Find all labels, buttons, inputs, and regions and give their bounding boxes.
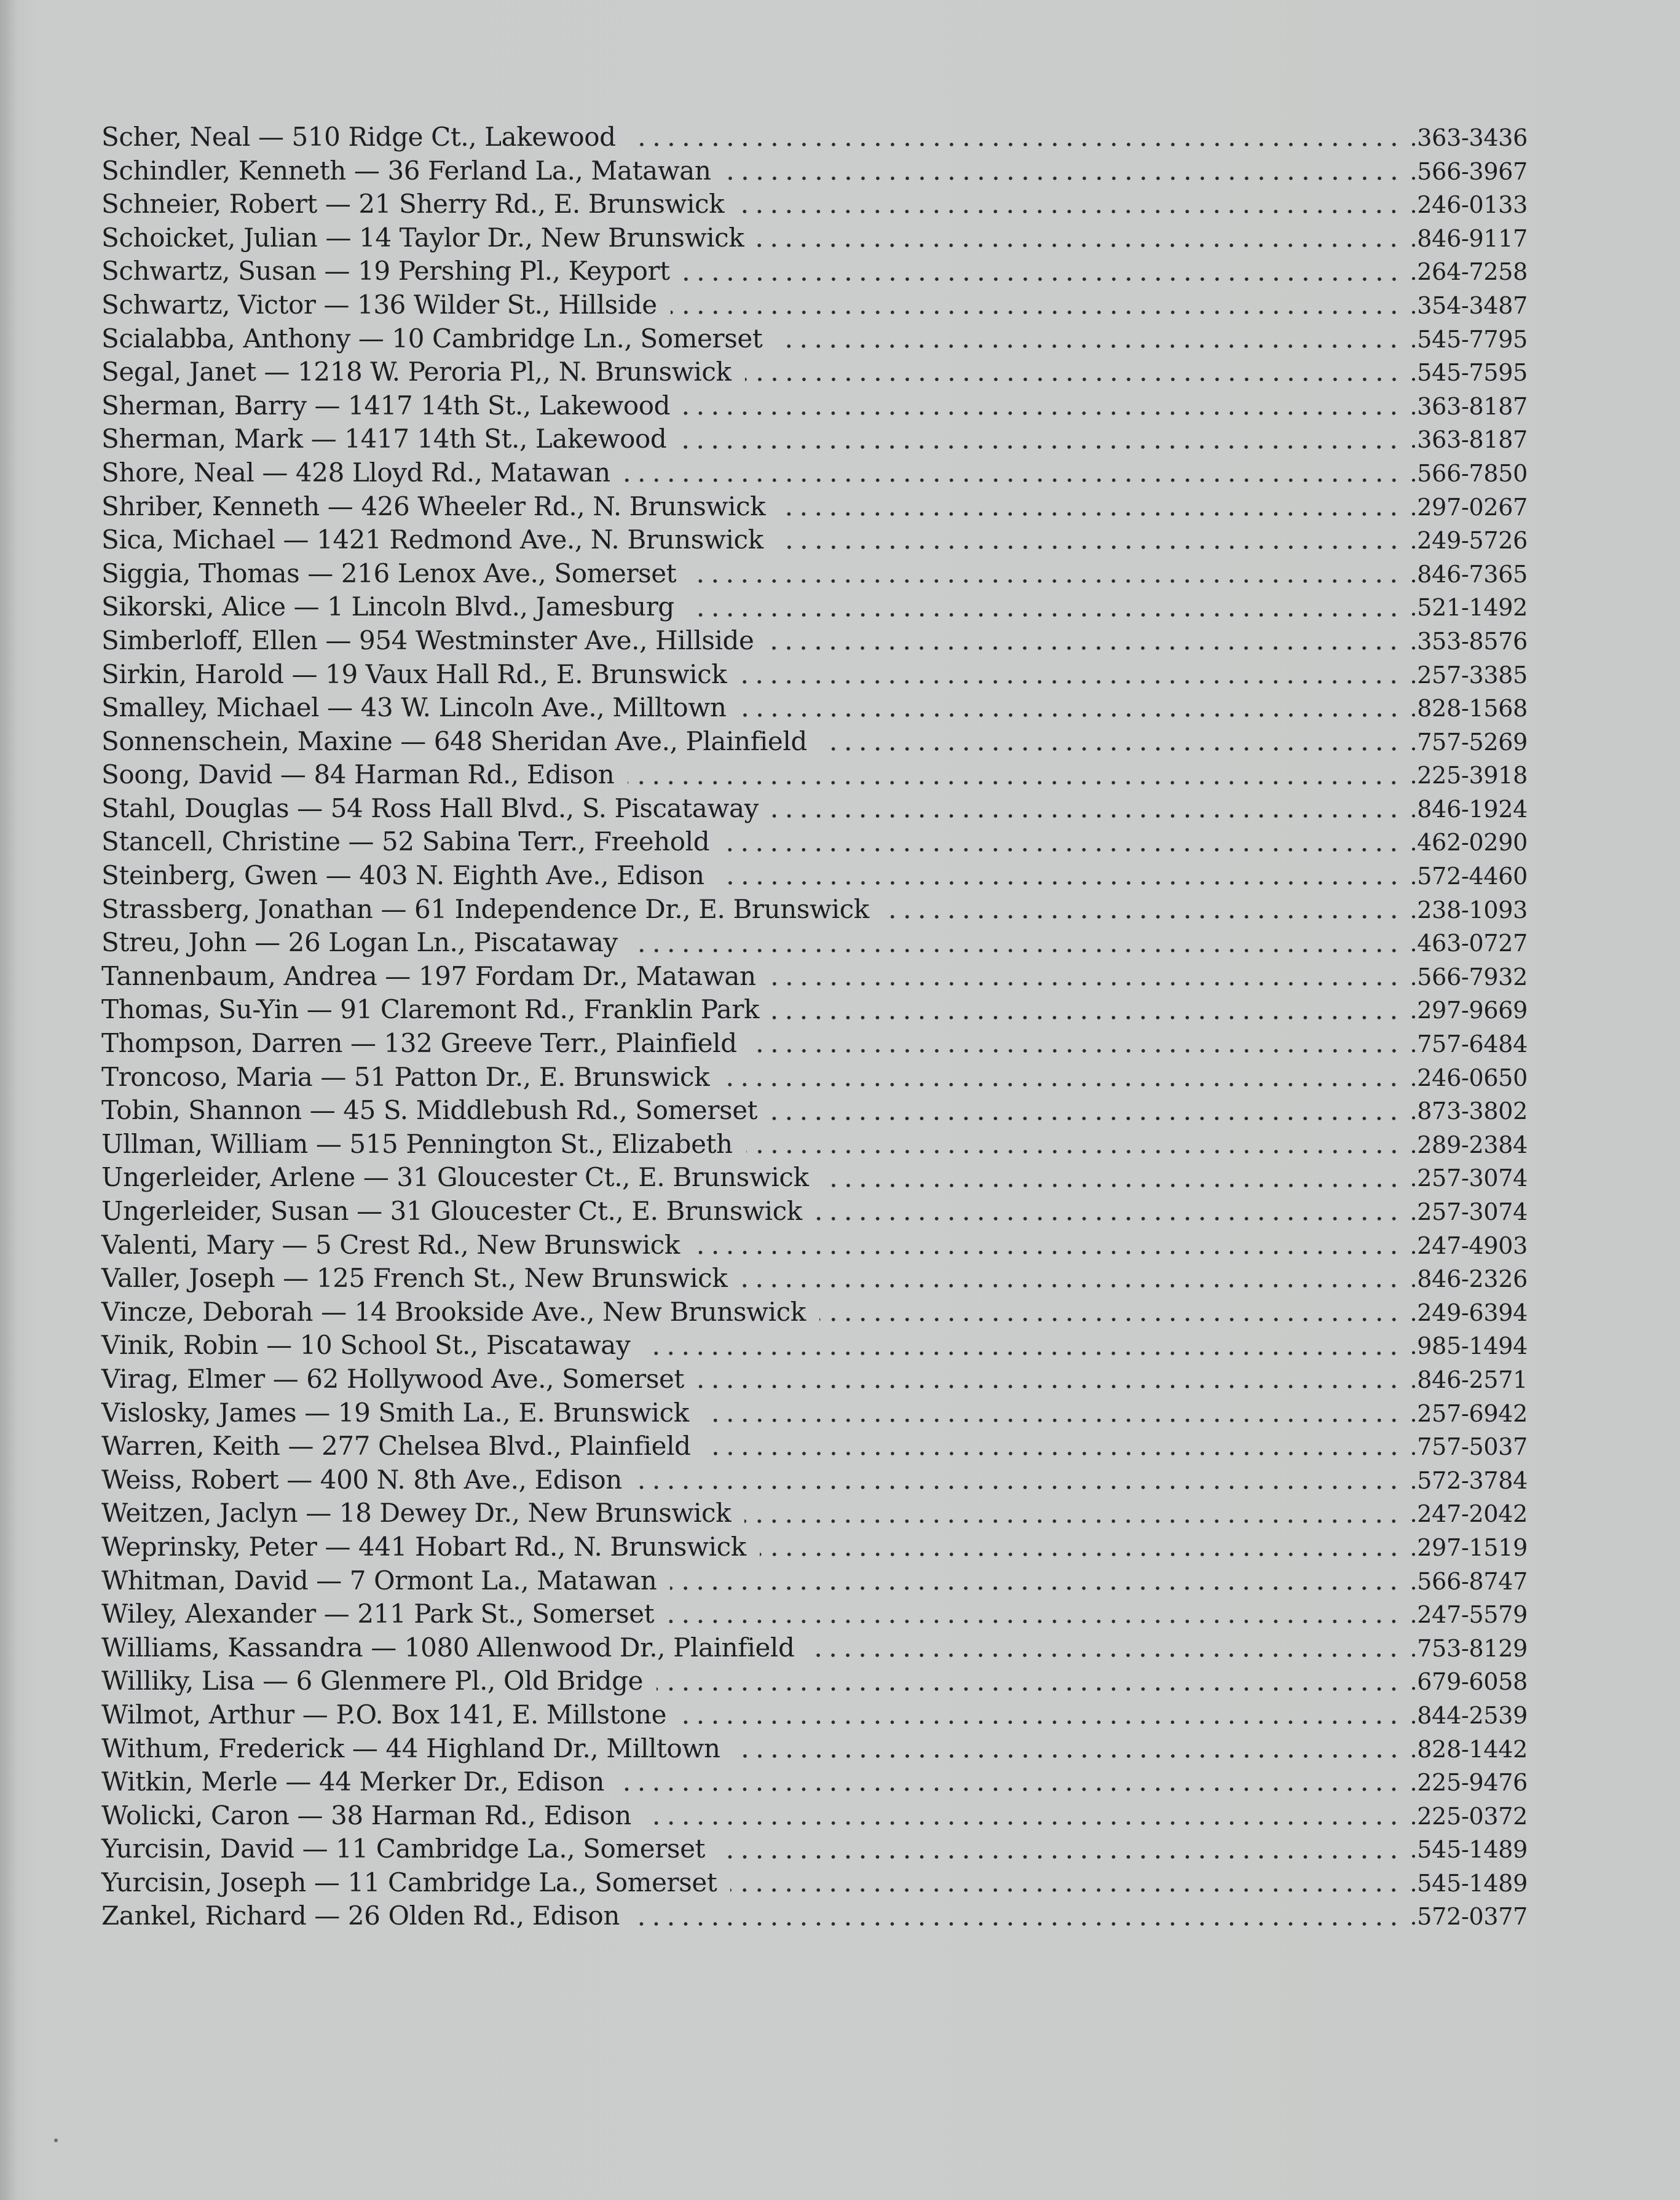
entry-phone: .246-0133 (1410, 191, 1528, 219)
directory-entry (101, 1866, 1528, 1900)
entry-phone: .572-0377 (1410, 1903, 1528, 1931)
directory-entry (101, 1161, 1528, 1195)
entry-name-address: Schindler, Kenneth — 36 Ferland La., Matawan (101, 155, 711, 186)
entry-name-address: Wiley, Alexander — 211 Park St., Somerset (101, 1599, 655, 1629)
directory-entry (101, 121, 1528, 154)
entry-phone: .289-2384 (1410, 1131, 1528, 1158)
entry-phone: .545-1489 (1410, 1869, 1528, 1897)
dot-leader (745, 376, 1402, 382)
directory-entry (101, 1832, 1528, 1866)
entry-name-address: Weitzen, Jaclyn — 18 Dewey Dr., New Brunswick (101, 1498, 732, 1529)
entry-phone: .354-3487 (1410, 291, 1528, 319)
entry-name-address: Steinberg, Gwen — 403 N. Eighth Ave., Edison (101, 860, 704, 891)
entry-phone: .873-3802 (1410, 1098, 1528, 1125)
directory-entry (101, 1027, 1528, 1061)
dot-leader (668, 1618, 1401, 1624)
entry-phone: .757-6484 (1410, 1031, 1528, 1058)
entry-phone: .249-5726 (1410, 527, 1528, 555)
dot-leader (704, 1450, 1402, 1457)
dot-leader (645, 1820, 1402, 1826)
dot-leader (734, 1753, 1402, 1759)
dot-leader (628, 780, 1401, 786)
directory-entry (101, 456, 1528, 490)
directory-entry (101, 1262, 1528, 1296)
entry-phone: .572-4460 (1410, 863, 1528, 890)
entry-phone: .846-9117 (1410, 224, 1528, 252)
entry-name-address: Shriber, Kenneth — 426 Wheeler Rd., N. Brunswick (101, 491, 766, 521)
directory-entry (101, 221, 1528, 255)
directory-entry (101, 792, 1528, 826)
entry-phone: .238-1093 (1410, 896, 1528, 924)
entry-name-address: Simberloff, Ellen — 954 Westminster Ave., Hillside (101, 625, 754, 655)
entry-phone: .679-6058 (1410, 1668, 1528, 1696)
entry-name-address: Zankel, Richard — 26 Olden Rd., Edison (101, 1901, 620, 1931)
entry-name-address: Valenti, Mary — 5 Crest Rd., New Brunswick (101, 1229, 680, 1260)
entry-phone: .257-3074 (1410, 1198, 1528, 1225)
entry-name-address: Yurcisin, Joseph — 11 Cambridge La., Somerset (101, 1867, 717, 1897)
directory-entry (101, 1296, 1528, 1329)
directory-entry (101, 691, 1528, 725)
dot-leader (738, 208, 1401, 215)
dot-leader (770, 981, 1402, 987)
entry-name-address: Wilmot, Arthur — P.O. Box 141, E. Millstone (101, 1699, 667, 1730)
dot-leader (693, 1249, 1402, 1256)
entry-phone: .353-8576 (1410, 627, 1528, 655)
dot-leader (816, 1216, 1402, 1222)
entry-name-address: Valler, Joseph — 125 French St., New Brunswick (101, 1263, 728, 1294)
directory-entry (101, 154, 1528, 188)
entry-phone: .545-7795 (1410, 325, 1528, 353)
dot-leader (698, 1383, 1402, 1390)
entry-phone: .566-8747 (1410, 1567, 1528, 1595)
dot-leader (767, 645, 1401, 651)
directory-entry (101, 1530, 1528, 1564)
directory-entry (101, 1229, 1528, 1262)
entry-phone: .257-3385 (1410, 661, 1528, 689)
entry-name-address: Weiss, Robert — 400 N. 8th Ave., Edison (101, 1464, 622, 1495)
entry-name-address: Thompson, Darren — 132 Greeve Terr., Plainfield (101, 1028, 737, 1059)
entry-phone: .846-2571 (1410, 1366, 1528, 1393)
dot-leader (670, 1585, 1401, 1591)
entry-phone: .566-3967 (1410, 157, 1528, 185)
entry-name-address: Streu, John — 26 Logan Ln., Piscataway (101, 927, 618, 958)
entry-phone: .363-3436 (1410, 124, 1528, 151)
dot-leader (680, 444, 1401, 450)
entry-phone: .846-7365 (1410, 560, 1528, 588)
entry-phone: .521-1492 (1410, 594, 1528, 622)
dot-leader (776, 343, 1401, 349)
entry-phone: .225-3918 (1410, 762, 1528, 789)
dot-leader (808, 1652, 1401, 1658)
entry-phone: .757-5037 (1410, 1433, 1528, 1461)
directory-entry (101, 1094, 1528, 1128)
entry-phone: .985-1494 (1410, 1332, 1528, 1360)
dot-leader (730, 1887, 1401, 1893)
entry-name-address: Segal, Janet — 1218 W. Peroria Pl,, N. Brunswick (101, 357, 732, 387)
entry-phone: .462-0290 (1410, 829, 1528, 857)
directory-entry (101, 1329, 1528, 1363)
dot-leader (740, 712, 1402, 718)
entry-phone: .844-2539 (1410, 1701, 1528, 1729)
entry-name-address: Scher, Neal — 510 Ridge Ct., Lakewood (101, 122, 616, 152)
directory-list (101, 121, 1528, 1933)
directory-entry (101, 1430, 1528, 1463)
entry-name-address: Vislosky, James — 19 Smith La., E. Brunswick (101, 1397, 689, 1428)
directory-entry (101, 859, 1528, 893)
dot-leader (773, 1015, 1401, 1021)
dot-leader (723, 1082, 1401, 1088)
dot-leader (723, 847, 1401, 853)
directory-entry (101, 1396, 1528, 1430)
entry-name-address: Strassberg, Jonathan — 61 Independence Dr., E. Brunswick (101, 893, 869, 924)
dot-leader (624, 477, 1402, 483)
directory-entry (101, 926, 1528, 960)
dot-leader (822, 1182, 1402, 1189)
entry-phone: .246-0650 (1410, 1064, 1528, 1091)
directory-entry (101, 658, 1528, 692)
entry-name-address: Ullman, William — 515 Pennington St., Elizabeth (101, 1128, 733, 1159)
dot-leader (688, 612, 1402, 618)
entry-name-address: Tobin, Shannon — 45 S. Middlebush Rd., Somerset (101, 1095, 758, 1126)
entry-name-address: Scialabba, Anthony — 10 Cambridge Ln., Somerset (101, 323, 763, 354)
dot-leader (684, 276, 1402, 282)
dot-leader (633, 1921, 1401, 1927)
entry-name-address: Tannenbaum, Andrea — 197 Fordam Dr., Matawan (101, 960, 756, 991)
entry-name-address: Sica, Michael — 1421 Redmond Ave., N. Brunswick (101, 524, 763, 555)
entry-phone: .363-8187 (1410, 392, 1528, 420)
entry-phone: .753-8129 (1410, 1634, 1528, 1662)
directory-entry (101, 1363, 1528, 1396)
dot-leader (618, 1786, 1402, 1792)
directory-entry (101, 1564, 1528, 1598)
directory-entry (101, 1195, 1528, 1229)
dot-leader (718, 880, 1402, 886)
directory-entry (101, 490, 1528, 524)
directory-entry (101, 1061, 1528, 1094)
dot-leader (771, 1115, 1401, 1122)
entry-phone: .363-8187 (1410, 426, 1528, 454)
entry-phone: .545-1489 (1410, 1836, 1528, 1864)
dot-leader (636, 1484, 1402, 1490)
entry-name-address: Yurcisin, David — 11 Cambridge La., Somerset (101, 1834, 706, 1864)
directory-entry (101, 1799, 1528, 1833)
entry-name-address: Witkin, Merle — 44 Merker Dr., Edison (101, 1767, 605, 1797)
directory-entry (101, 255, 1528, 288)
entry-name-address: Sherman, Barry — 1417 14th St., Lakewood (101, 390, 671, 421)
directory-entry (101, 1698, 1528, 1732)
directory-entry (101, 322, 1528, 356)
directory-entry (101, 590, 1528, 624)
entry-name-address: Smalley, Michael — 43 W. Lincoln Ave., Milltown (101, 692, 727, 723)
entry-name-address: Schwartz, Victor — 136 Wilder St., Hillside (101, 289, 657, 320)
dot-leader (719, 1854, 1402, 1860)
entry-phone: .249-6394 (1410, 1299, 1528, 1326)
entry-phone: .225-0372 (1410, 1802, 1528, 1830)
dot-leader (690, 578, 1401, 584)
entry-name-address: Thomas, Su-Yin — 91 Claremont Rd., Franklin Park (101, 994, 760, 1025)
dot-leader (760, 1551, 1402, 1557)
entry-name-address: Weprinsky, Peter — 441 Hobart Rd., N. Brunswick (101, 1531, 746, 1562)
directory-entry (101, 624, 1528, 658)
directory-entry (101, 557, 1528, 591)
directory-entry (101, 188, 1528, 221)
directory-entry (101, 288, 1528, 322)
entry-name-address: Vinik, Robin — 10 School St., Piscataway (101, 1330, 631, 1361)
entry-phone: .846-1924 (1410, 795, 1528, 823)
directory-entry (101, 1497, 1528, 1530)
dot-leader (631, 948, 1402, 954)
entry-phone: .757-5269 (1410, 728, 1528, 756)
entry-phone: .297-9669 (1410, 997, 1528, 1024)
directory-entry (101, 1765, 1528, 1799)
entry-phone: .846-2326 (1410, 1265, 1528, 1293)
entry-phone: .545-7595 (1410, 359, 1528, 387)
directory-entry (101, 1664, 1528, 1698)
entry-name-address: Wolicki, Caron — 38 Harman Rd., Edison (101, 1800, 631, 1830)
directory-entry (101, 1732, 1528, 1766)
dot-leader (657, 1686, 1401, 1692)
entry-name-address: Shore, Neal — 428 Lloyd Rd., Matawan (101, 457, 610, 488)
directory-entry (101, 1128, 1528, 1161)
dot-leader (644, 1350, 1401, 1356)
directory-entry (101, 993, 1528, 1027)
directory-entry (101, 355, 1528, 389)
dot-leader (777, 544, 1402, 550)
entry-name-address: Soong, David — 84 Harman Rd., Edison (101, 759, 615, 790)
entry-name-address: Schneier, Robert — 21 Sherry Rd., E. Brunswick (101, 189, 725, 220)
dot-leader (684, 410, 1401, 416)
directory-entry (101, 725, 1528, 759)
entry-name-address: Ungerleider, Susan — 31 Gloucester Ct., E. Brunswick (101, 1196, 802, 1226)
entry-phone: .297-0267 (1410, 493, 1528, 521)
entry-phone: .264-7258 (1410, 258, 1528, 286)
directory-entry (101, 1463, 1528, 1497)
directory-entry (101, 523, 1528, 557)
directory-entry (101, 422, 1528, 456)
directory-entry (101, 1597, 1528, 1631)
entry-name-address: Ungerleider, Arlene — 31 Gloucester Ct., E. Brunswick (101, 1162, 809, 1193)
dot-leader (779, 511, 1401, 517)
entry-name-address: Siggia, Thomas — 216 Lenox Ave., Somerset (101, 558, 677, 588)
entry-name-address: Sonnenschein, Maxine — 648 Sheridan Ave., Plainfield (101, 726, 807, 756)
dot-leader (757, 242, 1401, 248)
entry-name-address: Withum, Frederick — 44 Highland Dr., Milltown (101, 1733, 720, 1763)
dot-leader (751, 1048, 1402, 1054)
directory-entry (101, 1631, 1528, 1665)
entry-phone: .257-3074 (1410, 1165, 1528, 1192)
entry-name-address: Warren, Keith — 277 Chelsea Blvd., Plainfield (101, 1431, 691, 1462)
entry-name-address: Schwartz, Susan — 19 Pershing Pl., Keyport (101, 256, 670, 287)
entry-name-address: Schoicket, Julian — 14 Taylor Dr., New Brunswick (101, 222, 744, 253)
entry-phone: .828-1442 (1410, 1735, 1528, 1763)
dot-leader (741, 1283, 1401, 1289)
entry-phone: .566-7850 (1410, 459, 1528, 487)
entry-name-address: Williky, Lisa — 6 Glenmere Pl., Old Bridge (101, 1666, 644, 1696)
entry-name-address: Vincze, Deborah — 14 Brookside Ave., New Brunswick (101, 1296, 806, 1327)
directory-entry (101, 389, 1528, 423)
entry-name-address: Sherman, Mark — 1417 14th St., Lakewood (101, 424, 667, 454)
entry-phone: .572-3784 (1410, 1466, 1528, 1494)
dot-leader (725, 175, 1402, 181)
dot-leader (744, 1518, 1401, 1524)
dot-leader (740, 679, 1401, 685)
entry-phone: .247-4903 (1410, 1232, 1528, 1259)
entry-name-address: Troncoso, Maria — 51 Patton Dr., E. Brunswick (101, 1061, 710, 1092)
entry-phone: .828-1568 (1410, 695, 1528, 722)
dot-leader (746, 1149, 1402, 1155)
directory-entry (101, 1899, 1528, 1933)
paper-speck (54, 2139, 58, 2142)
entry-phone: .566-7932 (1410, 963, 1528, 991)
dot-leader (671, 309, 1402, 315)
dot-leader (772, 813, 1402, 819)
directory-entry (101, 893, 1528, 927)
entry-name-address: Whitman, David — 7 Ormont La., Matawan (101, 1565, 657, 1596)
entry-phone: .225-9476 (1410, 1769, 1528, 1797)
dot-leader (819, 1316, 1402, 1323)
entry-phone: .247-5579 (1410, 1601, 1528, 1629)
entry-name-address: Virag, Elmer — 62 Hollywood Ave., Somerset (101, 1363, 684, 1394)
entry-name-address: Stahl, Douglas — 54 Ross Hall Blvd., S. Piscataway (101, 793, 759, 823)
entry-name-address: Stancell, Christine — 52 Sabina Terr., Freehold (101, 826, 710, 857)
entry-phone: .247-2042 (1410, 1500, 1528, 1528)
entry-phone: .257-6942 (1410, 1399, 1528, 1427)
entry-name-address: Williams, Kassandra — 1080 Allenwood Dr., Plainfield (101, 1632, 795, 1663)
entry-name-address: Sikorski, Alice — 1 Lincoln Blvd., Jamesburg (101, 592, 674, 622)
dot-leader (680, 1719, 1401, 1725)
dot-leader (629, 141, 1402, 148)
directory-entry (101, 960, 1528, 994)
directory-entry (101, 825, 1528, 859)
page-spine-shadow (0, 0, 17, 2200)
dot-leader (883, 914, 1402, 920)
entry-phone: .297-1519 (1410, 1533, 1528, 1561)
dot-leader (821, 746, 1402, 752)
directory-entry (101, 758, 1528, 792)
dot-leader (703, 1417, 1402, 1423)
entry-name-address: Sirkin, Harold — 19 Vaux Hall Rd., E. Brunswick (101, 659, 727, 689)
entry-phone: .463-0727 (1410, 930, 1528, 957)
